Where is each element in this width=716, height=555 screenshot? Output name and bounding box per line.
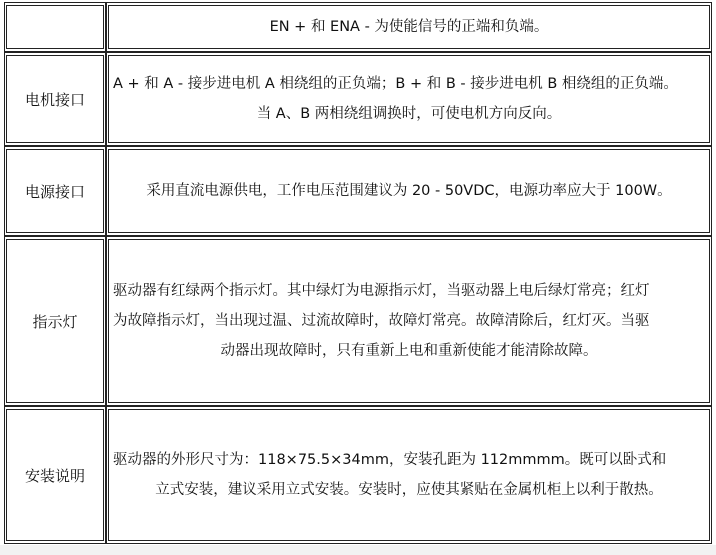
row-label: 指示灯 (32, 312, 78, 331)
row-label-cell (4, 146, 106, 236)
content-line: A + 和 A - 接步进电机 A 相绕组的正负端；B + 和 B - 接步进电机 B 相绕组的正负端。 (113, 76, 678, 92)
content-line: 驱动器有红绿两个指示灯。其中绿灯为电源指示灯，当驱动器上电后绿灯常亮；红灯 (113, 283, 650, 299)
content-line: 采用直流电源供电，工作电压范围建议为 20 - 50VDC，电源功率应大于 100W。 (146, 183, 672, 199)
row-label-cell (4, 52, 106, 146)
table-row-motor-interface (4, 52, 712, 146)
row-content-cell (106, 406, 712, 544)
table-row-enable-signal (4, 2, 712, 52)
table-row-power-interface (4, 146, 712, 236)
content-line: 为故障指示灯，当出现过温、过流故障时，故障灯常亮。故障清除后，红灯灭。当驱 (113, 313, 650, 329)
row-label-cell (4, 406, 106, 544)
row-label-cell (4, 236, 106, 406)
table-row-indicator-lights (4, 236, 712, 406)
table-row-installation (4, 406, 712, 544)
page-bottom-margin (0, 545, 716, 555)
row-content-cell (106, 236, 712, 406)
content-line: 立式安装，建议采用立式安装。安装时，应使其紧贴在金属机柜上以利于散热。 (155, 482, 663, 498)
row-label: 安装说明 (24, 466, 85, 485)
driver-interface-table (4, 2, 712, 544)
row-content-cell (106, 2, 712, 52)
content-line: 当 A、B 两相绕组调换时，可使电机方向反向。 (256, 106, 562, 122)
row-label: 电源接口 (24, 182, 85, 201)
content-line: 动器出现故障时，只有重新上电和重新使能才能清除故障。 (220, 343, 598, 359)
row-content-cell (106, 52, 712, 146)
content-line: 驱动器的外形尺寸为：118×75.5×34mm，安装孔距为 112mmmm。既可以卧式和 (113, 452, 667, 468)
row-label-cell (4, 2, 106, 52)
row-content-cell (106, 146, 712, 236)
content-line: EN + 和 ENA - 为使能信号的正端和负端。 (269, 19, 549, 35)
row-label: 电机接口 (24, 90, 85, 109)
